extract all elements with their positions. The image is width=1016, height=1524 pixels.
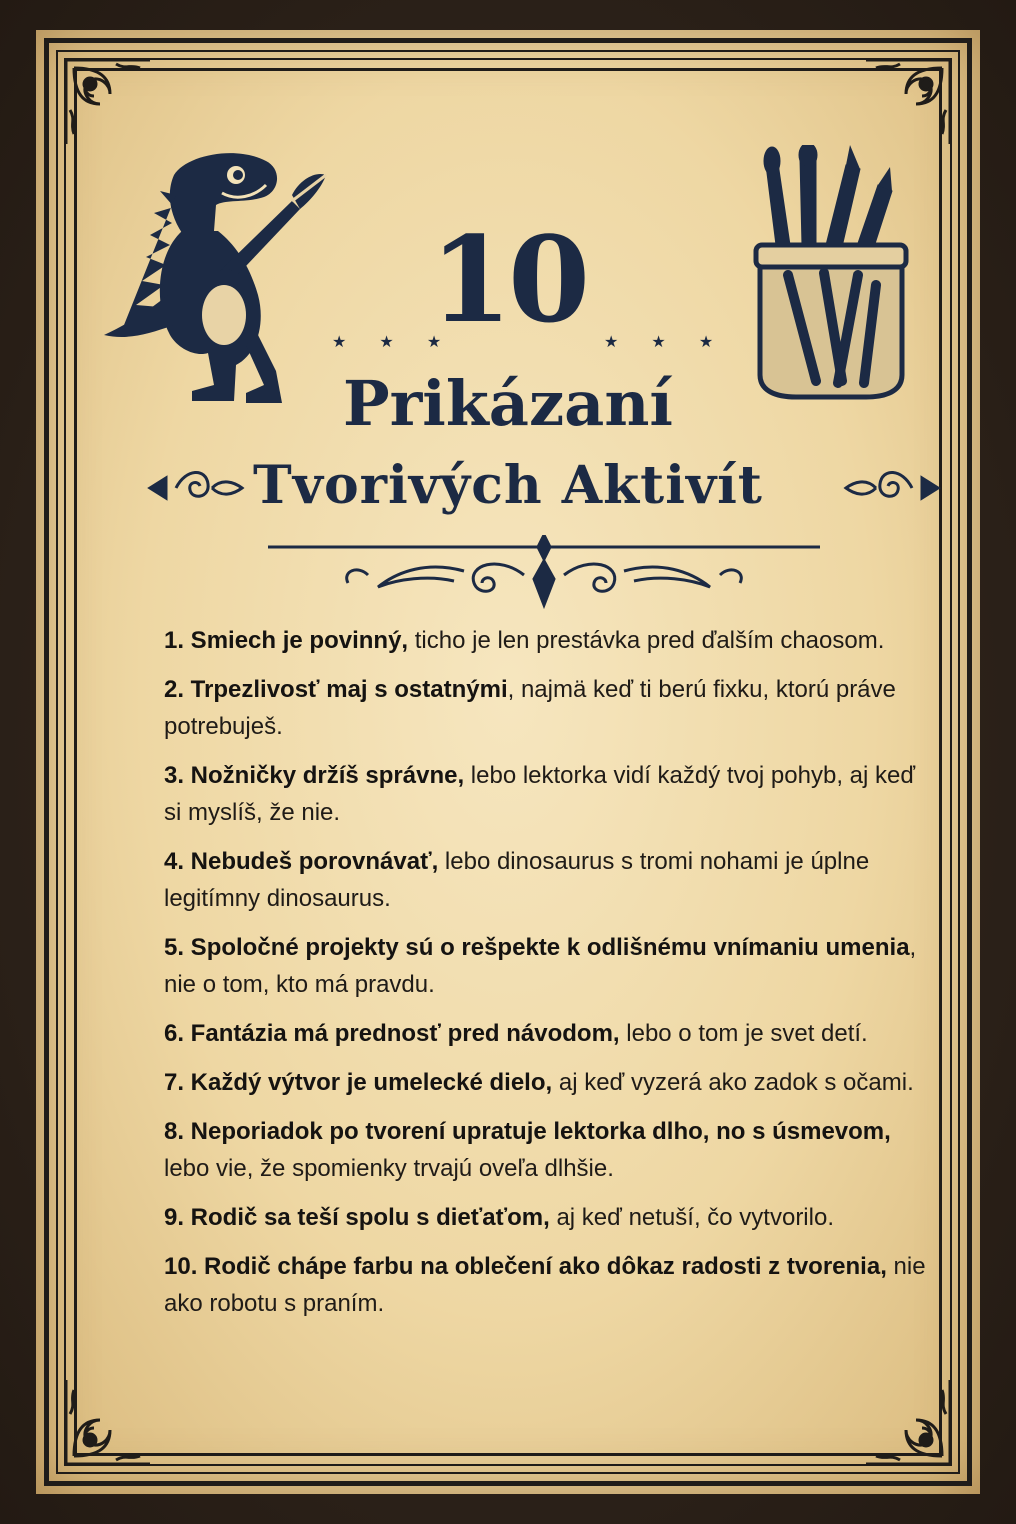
rule-bold: 7. Každý výtvor je umelecké dielo, <box>164 1069 553 1096</box>
list-item <box>164 929 934 1003</box>
rule-bold: 8. Neporiadok po tvorení upratuje lektorka dlho, no s úsmevom, <box>164 1118 891 1145</box>
ornamental-divider-icon <box>268 535 820 610</box>
list-item <box>164 1015 934 1052</box>
rule-text: aj keď vyzerá ako zadok s očami. <box>552 1069 914 1096</box>
rule-text: lebo o tom je svet detí. <box>619 1020 868 1047</box>
rule-text: lebo lektorka vidí každý tvoj pohyb, aj keď si myslíš, že nie. <box>164 762 916 826</box>
rule-text: lebo dinosaurus s tromi nohami je úplne legitímny dinosaurus. <box>164 848 870 912</box>
rule-bold: 4. Nebudeš porovnávať, <box>164 848 439 875</box>
rule-bold: 1. Smiech je povinný, <box>164 627 409 654</box>
list-item <box>164 843 934 917</box>
page-subtitle: Tvorivých Aktivít <box>253 455 763 516</box>
commandments-list <box>164 622 934 1334</box>
title-number: 10 <box>429 210 587 349</box>
list-item <box>164 671 934 745</box>
rule-text: ticho je len prestávka pred ďalším chaosom. <box>408 627 885 654</box>
rule-bold: 3. Nožničky držíš správne, <box>164 762 465 789</box>
list-item <box>164 1248 934 1322</box>
parchment-poster <box>36 30 980 1494</box>
decorative-stars-icon: ★ ★ ★ <box>604 332 728 351</box>
flourish-icon <box>842 458 942 514</box>
list-item <box>164 1113 934 1187</box>
rule-text: nie ako robotu s praním. <box>164 1253 926 1317</box>
rule-bold: 9. Rodič sa teší spolu s dieťaťom, <box>164 1204 550 1231</box>
list-item <box>164 1064 934 1101</box>
rule-text: , najmä keď ti berú fixku, ktorú práve potrebuješ. <box>164 676 896 740</box>
list-item <box>164 622 934 659</box>
decorative-stars-icon: ★ ★ ★ <box>332 332 456 351</box>
corner-ornament-icon <box>860 1374 956 1470</box>
rule-text: , nie o tom, kto má pravdu. <box>164 934 917 998</box>
rule-bold: 2. Trpezlivosť maj s ostatnými <box>164 676 508 703</box>
rule-bold: 6. Fantázia má prednosť pred návodom, <box>164 1020 620 1047</box>
rule-text: lebo vie, že spomienky trvajú oveľa dlhšie. <box>164 1155 614 1182</box>
rule-text: aj keď netuší, čo vytvorilo. <box>549 1204 834 1231</box>
rule-bold: 10. Rodič chápe farbu na oblečení ako dôkaz radosti z tvorenia, <box>164 1253 887 1280</box>
list-item <box>164 1199 934 1236</box>
rule-bold: 5. Spoločné projekty sú o rešpekte k odlišnému vnímaniu umenia <box>164 934 910 961</box>
corner-ornament-icon <box>860 54 956 150</box>
corner-ornament-icon <box>60 1374 156 1470</box>
page-title: Prikázaní <box>343 367 673 440</box>
list-item <box>164 757 934 831</box>
